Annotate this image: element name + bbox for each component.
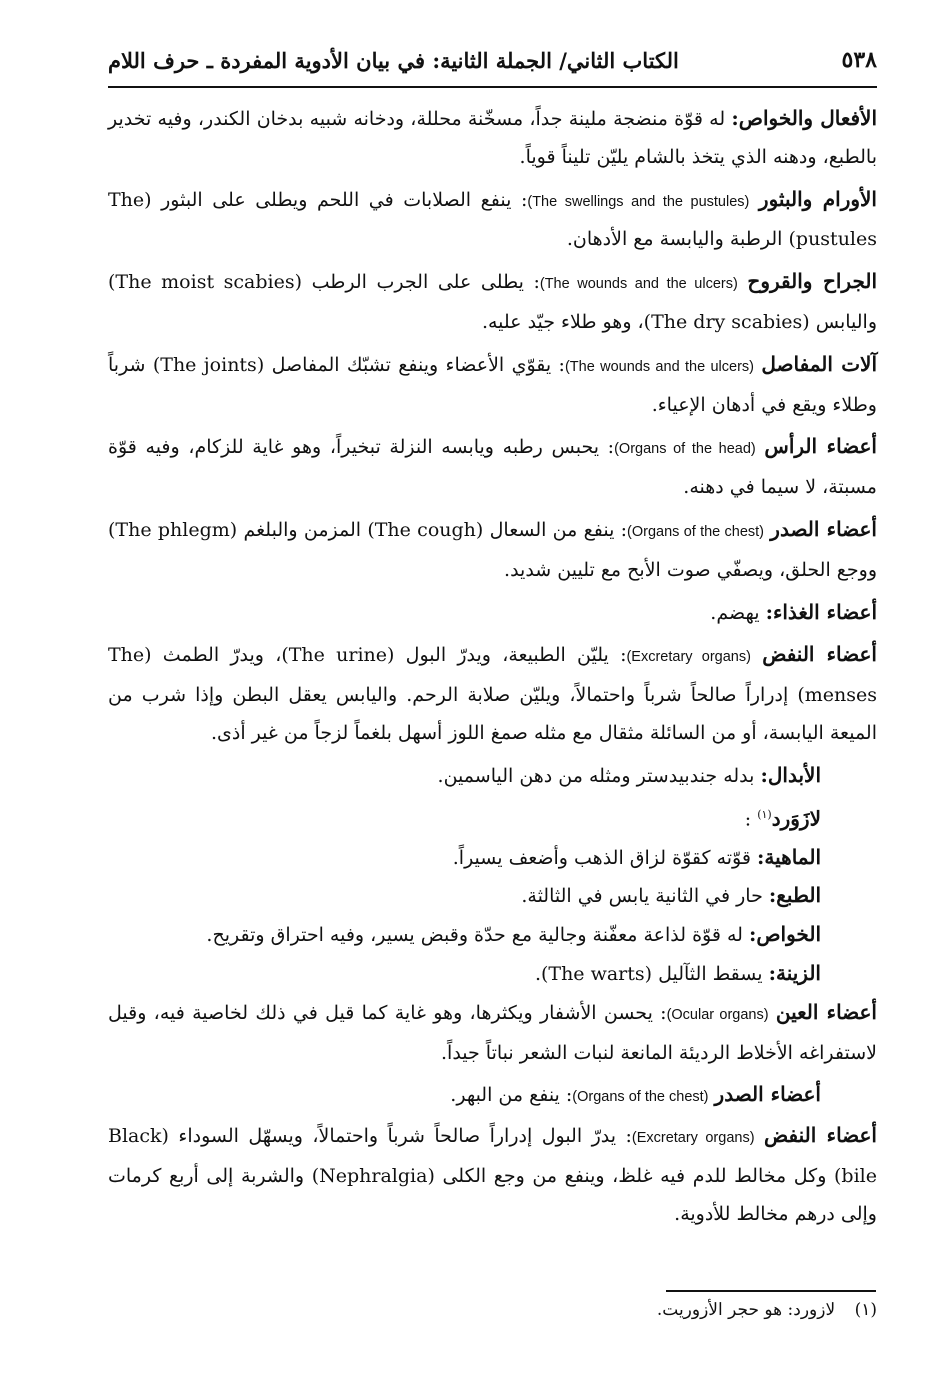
english-gloss: (The wounds and the ulcers)	[564, 358, 754, 375]
paragraph-text: يهضم.	[710, 601, 760, 624]
paragraph-text: : يدرّ البول إدراراً صالحاً شرباً واحتمالاً، ويسهّل السوداء (Black bile) وكل مخالط للدم فيه غلظ، وينفع من وجع الكلى (Nephralgia) والشربة إلى أربع كرمات وإلى درهم مخالط للأدوية.	[108, 1125, 877, 1225]
paragraph-text: حار في الثانية يابس في الثالثة.	[521, 885, 763, 908]
paragraph	[108, 796, 877, 839]
paragraph-text: : ينفع من السعال (The cough) المزمن والبلغم (The phlegm) ووجع الحلق، ويصفّي صوت الأبح مع تليين شديد.	[108, 518, 877, 581]
paragraph	[108, 428, 877, 507]
paragraph	[108, 955, 877, 994]
paragraph-heading: الخواص:	[748, 922, 821, 947]
paragraph	[108, 636, 877, 752]
footnote-rule	[666, 1290, 876, 1292]
paragraph-heading: الأفعال والخواص:	[731, 106, 877, 130]
english-gloss: (Organs of the chest)	[572, 1089, 709, 1106]
paragraph	[108, 100, 877, 177]
english-gloss: (The wounds and the ulcers)	[539, 276, 738, 293]
paragraph	[108, 994, 877, 1073]
paragraph	[108, 757, 877, 796]
english-gloss: (Ocular organs)	[666, 1006, 769, 1023]
english-gloss: (Excretary organs)	[631, 1130, 755, 1147]
page-header	[108, 42, 877, 78]
body-text	[108, 100, 877, 1238]
paragraph-text: يسقط الثآليل (The warts).	[534, 963, 763, 986]
paragraph-text: له قوّة منضجة ملينة جداً، مسخّنة محللة، ودخانه شبيه بدخان الكندر، وفيه تخدير بالطبع، ودهنه الذي يتخذ بالشام يليّن تليناً قوياً.	[108, 108, 877, 168]
paragraph	[108, 1117, 877, 1233]
paragraph-text: قوّته كقوّة لزاق الذهب وأضعف يسيراً.	[452, 846, 751, 869]
paragraph-heading: أعضاء النفض	[762, 642, 877, 667]
paragraph-heading: أعضاء الصدر	[714, 1082, 821, 1107]
paragraph-text: : ينفع الصلابات في اللحم ويطلى على البثور (The pustules) الرطبة واليابسة مع الأدهان.	[108, 188, 877, 251]
paragraph	[108, 594, 877, 633]
paragraph	[108, 1076, 877, 1117]
paragraph	[108, 263, 877, 342]
paragraph-text: :	[744, 807, 752, 830]
footnote-text: لازورد: هو حجر الأزوريت.	[656, 1300, 836, 1320]
paragraph-heading: أعضاء الغذاء:	[765, 599, 877, 624]
paragraph-heading: الزينة:	[768, 961, 821, 986]
english-gloss: (Organs of the chest)	[627, 523, 764, 540]
paragraph	[108, 877, 877, 916]
footnote	[657, 1300, 877, 1320]
english-gloss: (The swellings and the pustules)	[527, 193, 750, 210]
paragraph-text: له قوّة لذاعة معفّنة وجالية مع حدّة وقبض يسير، وفيه احتراق وتقريح.	[206, 924, 743, 947]
paragraph-heading: أعضاء الصدر	[770, 516, 877, 541]
page-number: ٥٣٨	[841, 47, 877, 73]
english-gloss: (Excretary organs)	[626, 649, 751, 666]
paragraph	[108, 916, 877, 955]
paragraph-heading: أعضاء النفض	[763, 1123, 877, 1148]
paragraph	[108, 511, 877, 590]
paragraph-text: : ينفع من البهر.	[450, 1084, 573, 1107]
running-title: الكتاب الثاني/ الجملة الثانية: في بيان الأدوية المفردة ـ حرف اللام	[108, 47, 679, 73]
paragraph	[108, 181, 877, 260]
paragraph-text: بدله جندبيدستر ومثله من دهن الياسمين.	[437, 764, 755, 787]
paragraph-heading: آلات المفاصل	[761, 351, 878, 376]
paragraph-heading: أعضاء العين	[775, 999, 877, 1024]
paragraph-text: : يقوّي الأعضاء وينفع تشبّك المفاصل (The joints) شرباً وطلاء ويقع في أدهان الإعياء.	[108, 353, 877, 416]
paragraph-heading: الجراح والقروح	[747, 269, 878, 294]
footnote-reference: (١)	[757, 807, 772, 821]
paragraph-text: : يحسن الأشفار ويكثرها، وهو غاية كما قيل في ذلك لخاصية فيه، وقيل لاستفراغه الأخلاط الرديئة المانعة لنبات الشعر نباتاً جيداً.	[108, 1001, 877, 1064]
paragraph-heading: الماهية:	[757, 844, 821, 869]
header-rule	[108, 86, 877, 88]
english-gloss: (Organs of the head)	[614, 441, 756, 458]
paragraph-text: : يحبس رطبه ويابسه النزلة تبخيراً، وهو غاية للزكام، وفيه قوّة مسبتة، لا سيما في دهنه.	[108, 436, 877, 499]
paragraph-heading: الأبدال:	[760, 762, 821, 787]
paragraph-heading: الطبع:	[768, 883, 821, 908]
paragraph	[108, 839, 877, 878]
paragraph-heading: الأورام والبثور	[758, 186, 877, 211]
footnote-marker: (١)	[854, 1300, 877, 1320]
paragraph-text: : يطلى على الجرب الرطب (The moist scabies) واليابس (The dry scabies)، وهو طلاء جيّد عليه.	[108, 271, 877, 333]
paragraph-text: : يليّن الطبيعة، ويدرّ البول (The urine)، ويدرّ الطمث (The menses) إدراراً صالحاً شرباً واحتمالاً، ويليّن صلابة الرحم. واليابس يعقل البطن وإذا شرب من الميعة اليابسة، أو من السائلة مثقال مع مثله صمغ اللوز أسهل بلغماً لزجاً من غير أذى.	[108, 644, 877, 744]
paragraph-heading: لازَوَرد	[771, 805, 821, 830]
paragraph	[108, 346, 877, 425]
paragraph-heading: أعضاء الرأس	[764, 434, 877, 459]
